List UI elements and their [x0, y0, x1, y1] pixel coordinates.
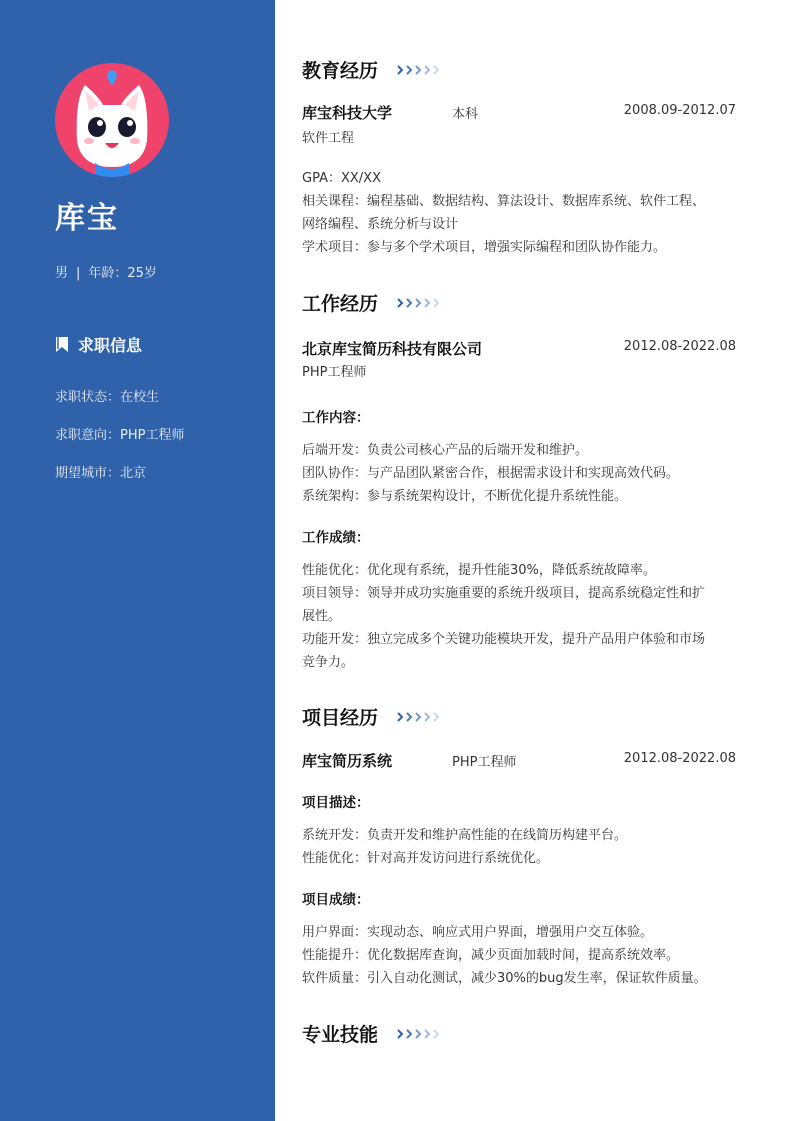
project-title: 项目经历: [302, 707, 379, 729]
project-heading: [302, 703, 444, 730]
school-name: 库宝科技大学: [302, 104, 393, 122]
education-heading: [302, 56, 444, 83]
job-info-heading: [55, 333, 142, 356]
company-name: 北京库宝简历科技有限公司: [302, 340, 483, 358]
work-content-title: 工作内容：: [302, 410, 370, 426]
work-role: PHP工程师: [302, 365, 367, 380]
work-achievement-item: 功能开发：独立完成多个关键功能模块开发，提升产品用户体验和市场: [302, 632, 706, 647]
main-content: [302, 0, 736, 1121]
work-content-item: 团队协作：与产品团队紧密合作，根据需求设计和实现高效代码。: [302, 466, 680, 481]
sidebar: [0, 0, 275, 1121]
work-achievement-item: 竞争力。: [302, 655, 355, 670]
project-name: 库宝简历系统: [302, 752, 393, 770]
courses-line-1: 相关课程：编程基础、数据结构、算法设计、数据库系统、软件工程、: [302, 194, 706, 209]
gender: 男: [55, 266, 69, 281]
job-intention: 求职意向：PHP工程师: [55, 428, 185, 443]
degree: 本科: [452, 107, 479, 122]
job-city: 期望城市：北京: [55, 466, 147, 481]
education-date: 2008.09-2012.07: [623, 103, 736, 118]
age: 年龄：25岁: [88, 266, 157, 281]
work-achievement-title: 工作成绩：: [302, 530, 370, 546]
gpa: GPA：XX/XX: [302, 171, 381, 186]
project-result-title: 项目成绩：: [302, 892, 370, 908]
chevrons-icon: [396, 297, 444, 309]
job-status: 求职状态：在校生: [55, 390, 160, 405]
work-content-item: 系统架构：参与系统架构设计，不断优化提升系统性能。: [302, 489, 628, 504]
work-heading: [302, 289, 444, 316]
education-title: 教育经历: [302, 60, 379, 82]
skills-title: 专业技能: [302, 1024, 379, 1046]
courses-line-2: 网络编程、系统分析与设计: [302, 217, 459, 232]
chevrons-icon: [396, 711, 444, 723]
chevrons-icon: [396, 64, 444, 76]
project-result-item: 软件质量：引入自动化测试，减少30%的bug发生率，保证软件质量。: [302, 971, 707, 986]
project-desc-title: 项目描述：: [302, 795, 370, 811]
project-desc-item: 性能优化：针对高并发访问进行系统优化。: [302, 851, 550, 866]
project-result-item: 性能提升：优化数据库查询，减少页面加载时间，提高系统效率。: [302, 948, 680, 963]
education-row: [302, 102, 736, 124]
work-title: 工作经历: [302, 293, 379, 315]
skills-heading: [302, 1020, 444, 1047]
cat-mascot-icon: [55, 63, 169, 177]
work-date: 2012.08-2022.08: [623, 339, 736, 354]
academic-projects: 学术项目：参与多个学术项目，增强实际编程和团队协作能力。: [302, 240, 667, 255]
major: 软件工程: [302, 131, 355, 146]
project-role: PHP工程师: [452, 755, 517, 770]
separator: |: [76, 266, 81, 281]
work-content-item: 后端开发：负责公司核心产品的后端开发和维护。: [302, 443, 589, 458]
basic-info: [55, 262, 157, 281]
chevrons-icon: [396, 1028, 444, 1040]
bookmark-icon: [55, 337, 69, 352]
work-achievement-item: 展性。: [302, 609, 342, 624]
candidate-name: 库宝: [55, 201, 119, 236]
work-achievement-item: 项目领导：领导并成功实施重要的系统升级项目，提高系统稳定性和扩: [302, 586, 706, 601]
project-date: 2012.08-2022.08: [623, 751, 736, 766]
job-info-title: 求职信息: [78, 336, 143, 355]
project-result-item: 用户界面：实现动态、响应式用户界面，增强用户交互体验。: [302, 925, 654, 940]
work-achievement-item: 性能优化：优化现有系统，提升性能30%，降低系统故障率。: [302, 563, 656, 578]
project-row: [302, 750, 736, 772]
work-row: [302, 338, 736, 360]
project-desc-item: 系统开发：负责开发和维护高性能的在线简历构建平台。: [302, 828, 628, 843]
avatar: [55, 63, 169, 177]
